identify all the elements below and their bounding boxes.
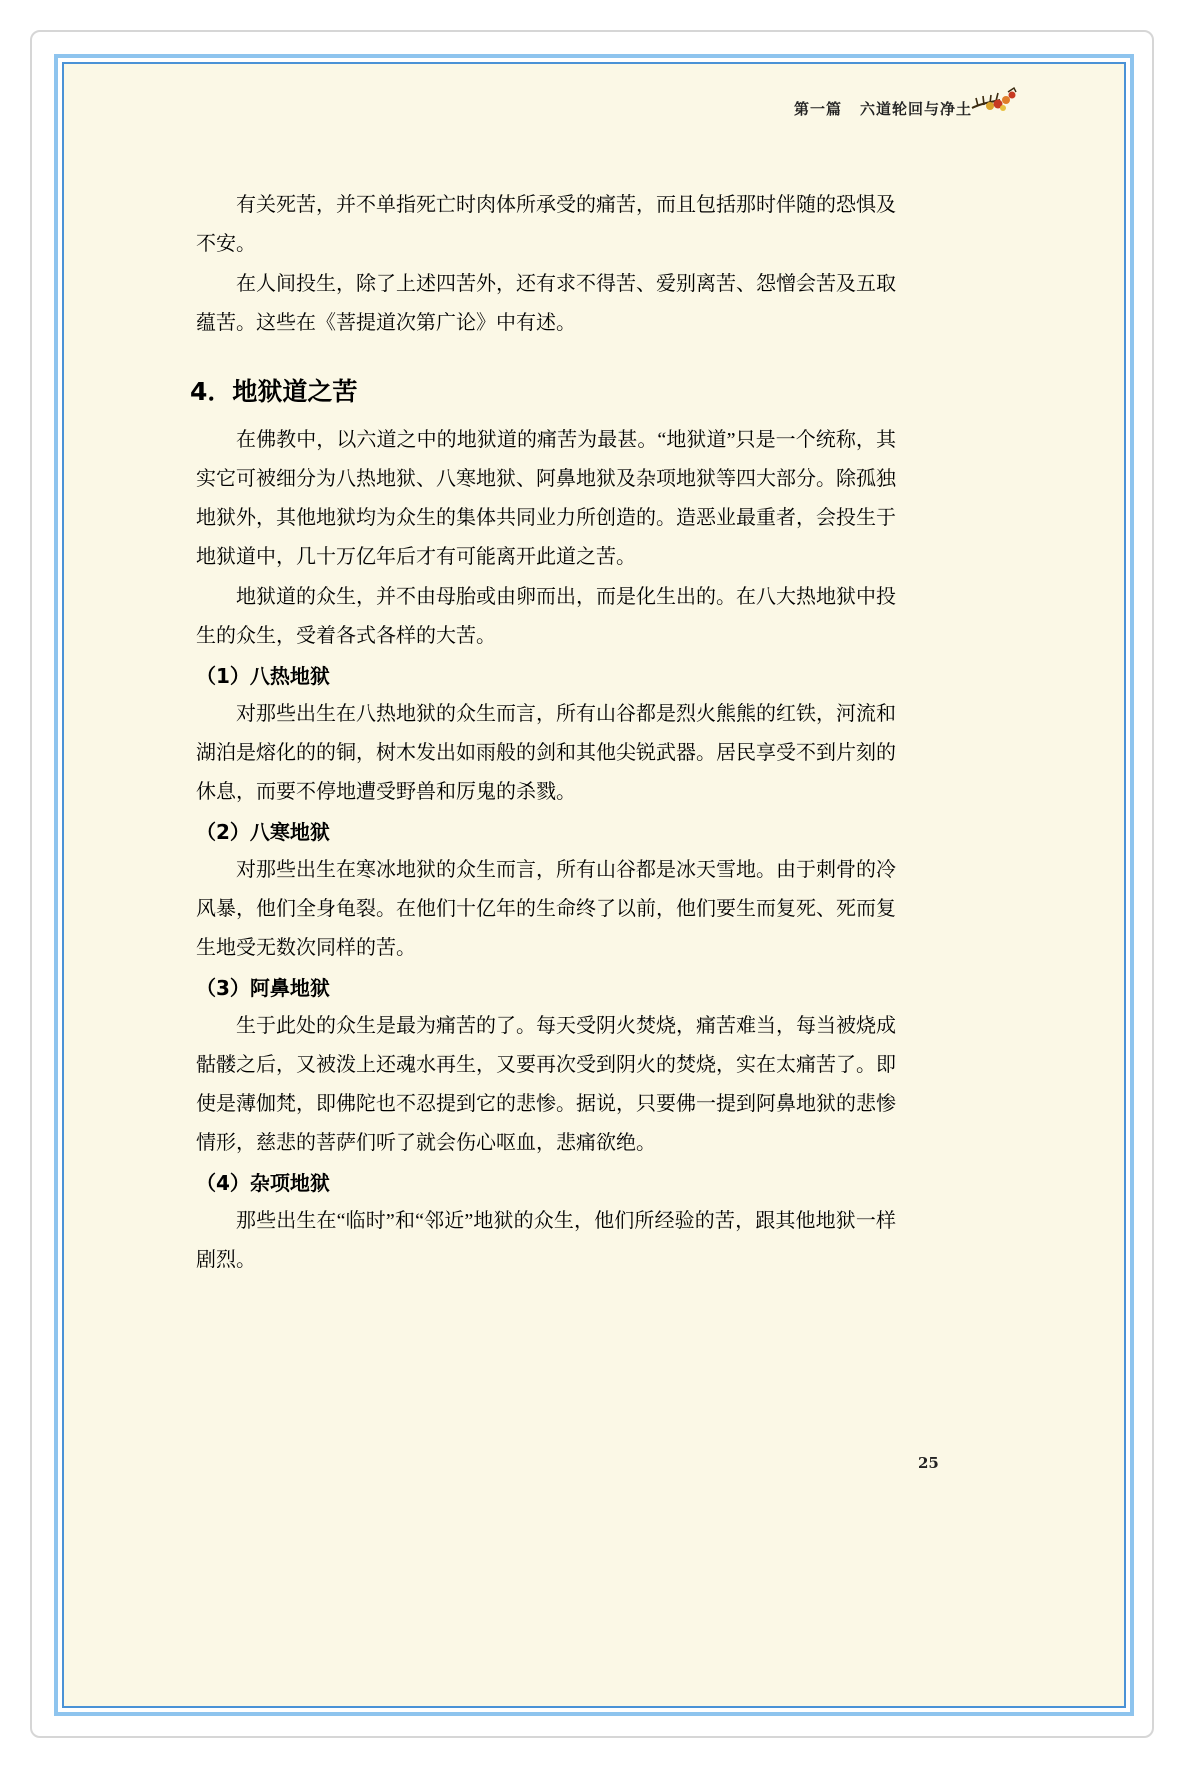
section-title: 4．地狱道之苦 [190, 377, 358, 406]
paragraph: 在佛教中，以六道之中的地狱道的痛苦为最甚。“地狱道”只是一个统称，其实它可被细分为八热地狱、八寒地狱、阿鼻地狱及杂项地狱等四大部分。除孤独地狱外，其他地狱均为众生的集体共同业力所创造的。造恶业最重者，会投生于地狱道中，几十万亿年后才有可能离开此道之苦。 [196, 429, 896, 568]
running-head [794, 98, 972, 119]
subsection-heading: （2）八寒地狱 [196, 820, 330, 844]
running-head-chapter: 第一篇 [793, 100, 842, 118]
paragraph: 那些出生在“临时”和“邻近”地狱的众生，他们所经验的苦，跟其他地狱一样剧烈。 [196, 1210, 896, 1271]
subsection-heading: （3）阿鼻地狱 [196, 976, 330, 1000]
subsection-heading: （1）八热地狱 [196, 664, 330, 688]
paragraph: 有关死苦，并不单指死亡时肉体所承受的痛苦，而且包括那时伴随的恐惧及不安。 [196, 194, 896, 255]
paragraph: 对那些出生在寒冰地狱的众生而言，所有山谷都是冰天雪地。由于刺骨的冷风暴，他们全身龟裂。在他们十亿年的生命终了以前，他们要生而复死、死而复生地受无数次同样的苦。 [196, 859, 896, 959]
running-head-title: 六道轮回与净土 [859, 100, 972, 118]
page-body [190, 186, 896, 1281]
subsection-heading: （4）杂项地狱 [196, 1171, 330, 1195]
paragraph: 地狱道的众生，并不由母胎或由卵而出，而是化生出的。在八大热地狱中投生的众生，受着各式各样的大苦。 [196, 586, 896, 647]
paragraph: 对那些出生在八热地狱的众生而言，所有山谷都是烈火熊熊的红铁，河流和湖泊是熔化的的铜，树木发出如雨般的剑和其他尖锐武器。居民享受不到片刻的休息，而要不停地遭受野兽和厉鬼的杀戮。 [196, 703, 896, 803]
paragraph: 在人间投生，除了上述四苦外，还有求不得苦、爱别离苦、怨憎会苦及五取蕴苦。这些在《菩提道次第广论》中有述。 [196, 273, 896, 334]
page-number: 25 [918, 1454, 939, 1472]
flower-ornament-icon [970, 86, 1018, 116]
paragraph: 生于此处的众生是最为痛苦的了。每天受阴火焚烧，痛苦难当，每当被烧成骷髅之后，又被泼上还魂水再生，又要再次受到阴火的焚烧，实在太痛苦了。即使是薄伽梵，即佛陀也不忍提到它的悲惨。据说，只要佛一提到阿鼻地狱的悲惨情形，慈悲的菩萨们听了就会伤心呕血，悲痛欲绝。 [196, 1015, 896, 1154]
